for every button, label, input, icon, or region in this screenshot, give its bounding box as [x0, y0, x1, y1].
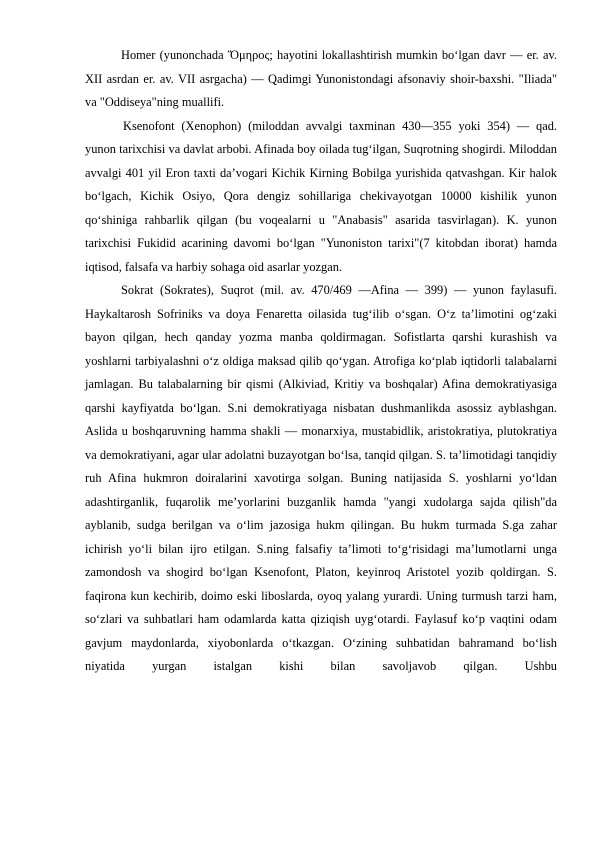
paragraph-ksenofont: Ksenofont (Xenophon) (miloddan avvalgi taxminan 430—355 yoki 354) — qad. yunon tarixchisi va davlat arbobi. Afinada boy oilada tug‘ilgan, Suqrotning shogirdi. Miloddan avvalgi 401 yil Eron taxti da’vogari Kichik Kirning Bobilga yurishida qatvashgan. Kir halok bo‘lgach, Kichik Osiyo, Qora dengiz sohillariga chekivayotgan 10000 kishilik yunon qo‘shiniga rahbarlik qilgan (bu voqealarni u "Anabasis" asarida tasvirlagan). K. yunon tarixchisi Fukidid acarining davomi bo‘lgan "Yunoniston tarixi"(7 kitobdan iborat) hamda iqtisod, falsafa va harbiy sohaga oid asarlar yozgan. [85, 118, 557, 274]
paragraph-sokrat: Sokrat (Sokrates), Suqrot (mil. av. 470/469 —Afina — 399) — yunon faylasufi. Haykaltarosh Sofriniks va doya Fenaretta oilasida tug‘ilib o‘sgan. O‘z ta’limotini og‘zaki bayon qilgan, hech qanday yozma manba qoldirmagan. Sofistlarta qarshi kurashish va yoshlarni tarbiyalashni o‘z oldiga maksad qilib qo‘ygan. Atrofiga ko‘plab iqtidorli talabalarni jamlagan. Bu talabalarning bir qismi (Alkiviad, Kritiy va boshqalar) Afina demokratiyasiga qarshi kayfiyatda bo‘lgan. S.ni demokratiyaga nisbatan dushmanlikda asossiz ayblashgan. Aslida u boshqaruvning hamma shakli — monarxiya, mustabidlik, aristokratiya, plutokratiya va demokratiyani, agar ular adolatni buzayotgan bo‘lsa, tanqid qilgan. S. ta’limotidagi tanqidiy ruh Afina hukmron doiralarini xavotirga solgan. Buning natijasida S. yoshlarni yo‘ldan adashtirganlik, fuqarolik me’yorlarini buzganlik hamda "yangi xudolarga sajda qilish"da ayblanib, sudga berilgan va o‘lim jazosiga hukm qilingan. Bu hukm turmada S.ga zahar ichirish yo‘li bilan ijro etilgan. S.ning falsafiy ta’limoti to‘g‘risidagi ma’lumotlarni unga zamondosh va shogird bo‘lgan Ksenofont, Platon, keyinroq Aristotel yozib qoldirgan. S. faqirona kun kechirib, doimo eski liboslarda, oyoq yalang yurardi. Uning turmush tarzi ham, so‘zlari va suhbatlari ham odamlarda katta qiziqish uyg‘otardi. Faylasuf ko‘p vaqtini odam gavjum maydonlarda, xiyobonlarda o‘tkazgan. O‘zining suhbatidan bahramand bo‘lish niyatida yurgan istalgan kishi bilan savoljavob qilgan. Ushbu [85, 283, 557, 673]
paragraph-homer: Homer (yunonchada Ὅμηρος; hayotini lokallashtirish mumkin bo‘lgan davr — er. av. XII asrdan er. av. VII asrgacha) — Qadimgi Yunonistondagi afsonaviy shoir-baxshi. "Iliada" va "Oddiseya"ning muallifi. [85, 48, 557, 109]
document-page [85, 44, 557, 679]
